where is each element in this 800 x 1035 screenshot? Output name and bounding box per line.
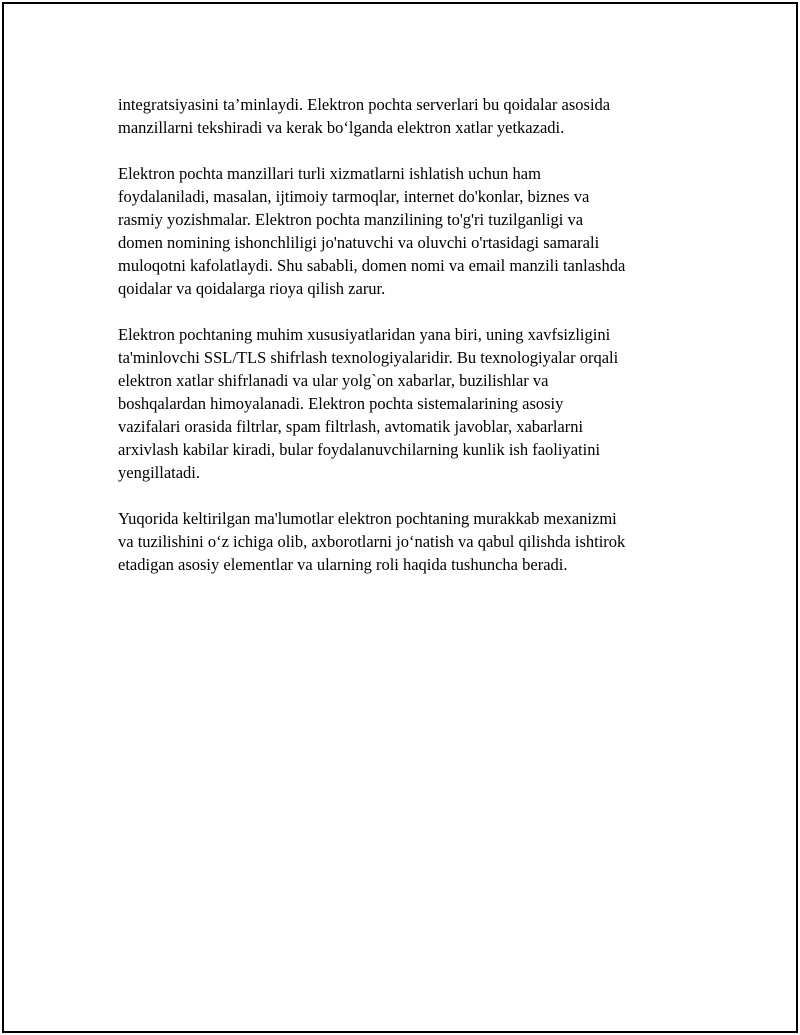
text-line: manzillarni tekshiradi va kerak boʻlganda elektron xatlar yetkazadi. [118,118,565,137]
text-line: yengillatadi. [118,463,201,482]
text-line: foydalaniladi, masalan, ijtimoiy tarmoqlar, internet do'konlar, biznes va [118,187,590,206]
text-line: rasmiy yozishmalar. Elektron pochta manzilining to'g'ri tuzilganligi va [118,210,584,229]
paragraph-4 [118,507,698,576]
text-line: etadigan asosiy elementlar va ularning roli haqida tushuncha beradi. [118,555,568,574]
text-line: elektron xatlar shifrlanadi va ular yolg`on xabarlar, buzilishlar va [118,371,549,390]
text-line: Elektron pochtaning muhim xususiyatlaridan yana biri, uning xavfsizligini [118,325,611,344]
text-line: arxivlash kabilar kiradi, bular foydalanuvchilarning kunlik ish faoliyatini [118,440,601,459]
paragraph-1 [118,93,698,139]
text-line: vazifalari orasida filtrlar, spam filtrlash, avtomatik javoblar, xabarlarni [118,417,584,436]
text-line: muloqotni kafolatlaydi. Shu sababli, domen nomi va email manzili tanlashda [118,256,626,275]
text-line: Elektron pochta manzillari turli xizmatlarni ishlatish uchun ham [118,164,541,183]
text-line: Yuqorida keltirilgan ma'lumotlar elektron pochtaning murakkab mexanizmi [118,509,617,528]
text-line: ta'minlovchi SSL/TLS shifrlash texnologiyalaridir. Bu texnologiyalar orqali [118,348,619,367]
paragraph-2 [118,162,698,300]
text-line: integratsiyasini ta’minlaydi. Elektron pochta serverlari bu qoidalar asosida [118,95,611,114]
text-line: boshqalardan himoyalanadi. Elektron pochta sistemalarining asosiy [118,394,564,413]
text-line: qoidalar va qoidalarga rioya qilish zarur. [118,279,386,298]
paragraph-3 [118,323,698,484]
text-line: domen nomining ishonchliligi jo'natuvchi va oluvchi o'rtasidagi samarali [118,233,600,252]
page-content [118,93,698,599]
text-line: va tuzilishini oʻz ichiga olib, axborotlarni joʻnatish va qabul qilishda ishtirok [118,532,626,551]
